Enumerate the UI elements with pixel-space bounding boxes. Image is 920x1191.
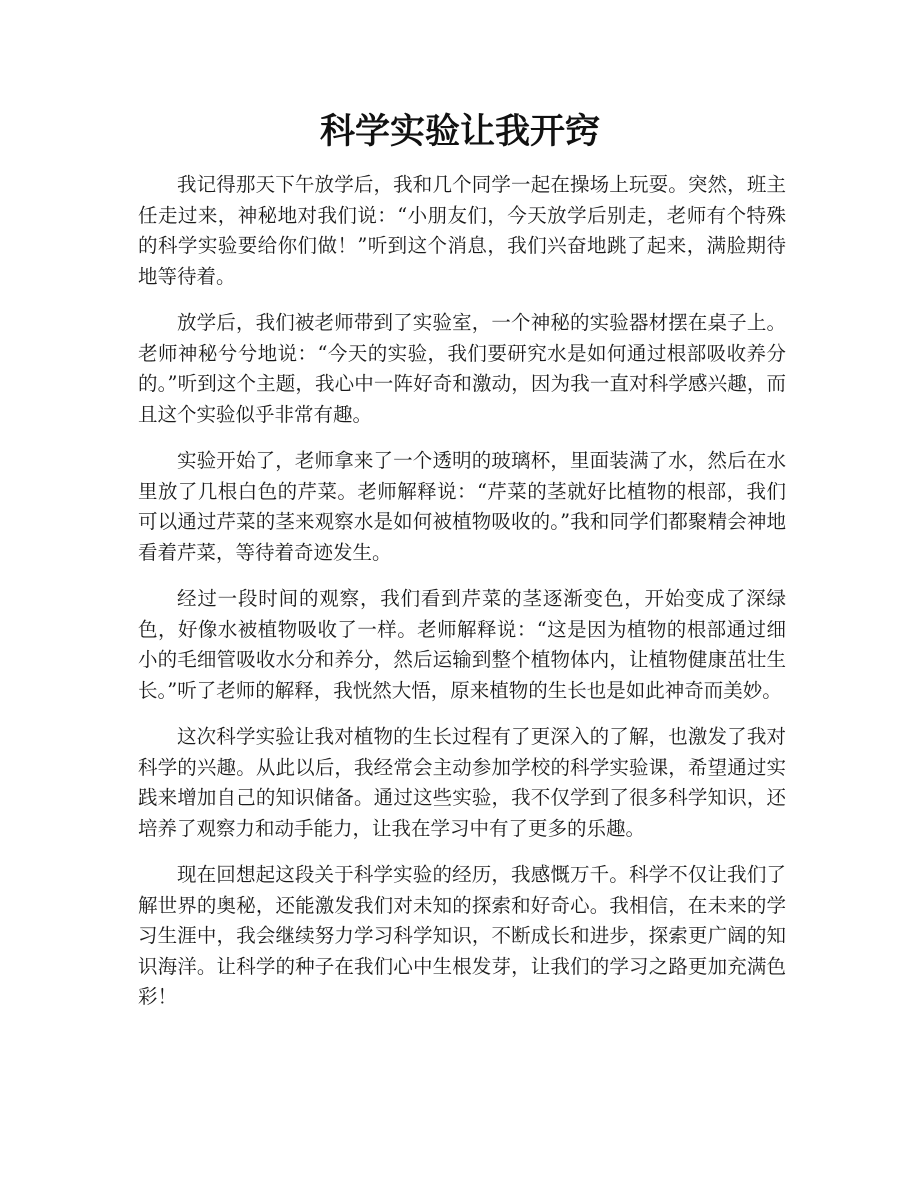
paragraph-4: 经过一段时间的观察，我们看到芹菜的茎逐渐变色，开始变成了深绿色，好像水被植物吸收了一样。老师解释说：“这是因为植物的根部通过细小的毛细管吸收水分和养分，然后运输到整个植物体内，让植物健康茁壮生长。”听了老师的解释，我恍然大悟，原来植物的生长也是如此神奇而美妙。 (138, 587, 786, 702)
document-title: 科学实验让我开窍 (319, 112, 600, 152)
document-body (138, 170, 786, 1029)
paragraph-3: 实验开始了，老师拿来了一个透明的玻璃杯，里面装满了水，然后在水里放了几根白色的芹菜。老师解释说：“芹菜的茎就好比植物的根部，我们可以通过芹菜的茎来观察水是如何被植物吸收的。”我和同学们都聚精会神地看着芹菜，等待着奇迹发生。 (138, 449, 786, 564)
paragraph-5: 这次科学实验让我对植物的生长过程有了更深入的了解，也激发了我对科学的兴趣。从此以后，我经常会主动参加学校的科学实验课，希望通过实践来增加自己的知识储备。通过这些实验，我不仅学到了很多科学知识，还培养了观察力和动手能力，让我在学习中有了更多的乐趣。 (138, 725, 786, 840)
paragraph-1: 我记得那天下午放学后，我和几个同学一起在操场上玩耍。突然，班主任走过来，神秘地对我们说：“小朋友们，今天放学后别走，老师有个特殊的科学实验要给你们做！”听到这个消息，我们兴奋地跳了起来，满脸期待地等待着。 (138, 173, 786, 288)
paragraph-2: 放学后，我们被老师带到了实验室，一个神秘的实验器材摆在桌子上。老师神秘兮兮地说：“今天的实验，我们要研究水是如何通过根部吸收养分的。”听到这个主题，我心中一阵好奇和激动，因为我一直对科学感兴趣，而且这个实验似乎非常有趣。 (138, 311, 786, 426)
paragraph-6: 现在回想起这段关于科学实验的经历，我感慨万千。科学不仅让我们了解世界的奥秘，还能激发我们对未知的探索和好奇心。我相信，在未来的学习生涯中，我会继续努力学习科学知识，不断成长和进步，探索更广阔的知识海洋。让科学的种子在我们心中生根发芽，让我们的学习之路更加充满色彩！ (138, 863, 786, 1008)
